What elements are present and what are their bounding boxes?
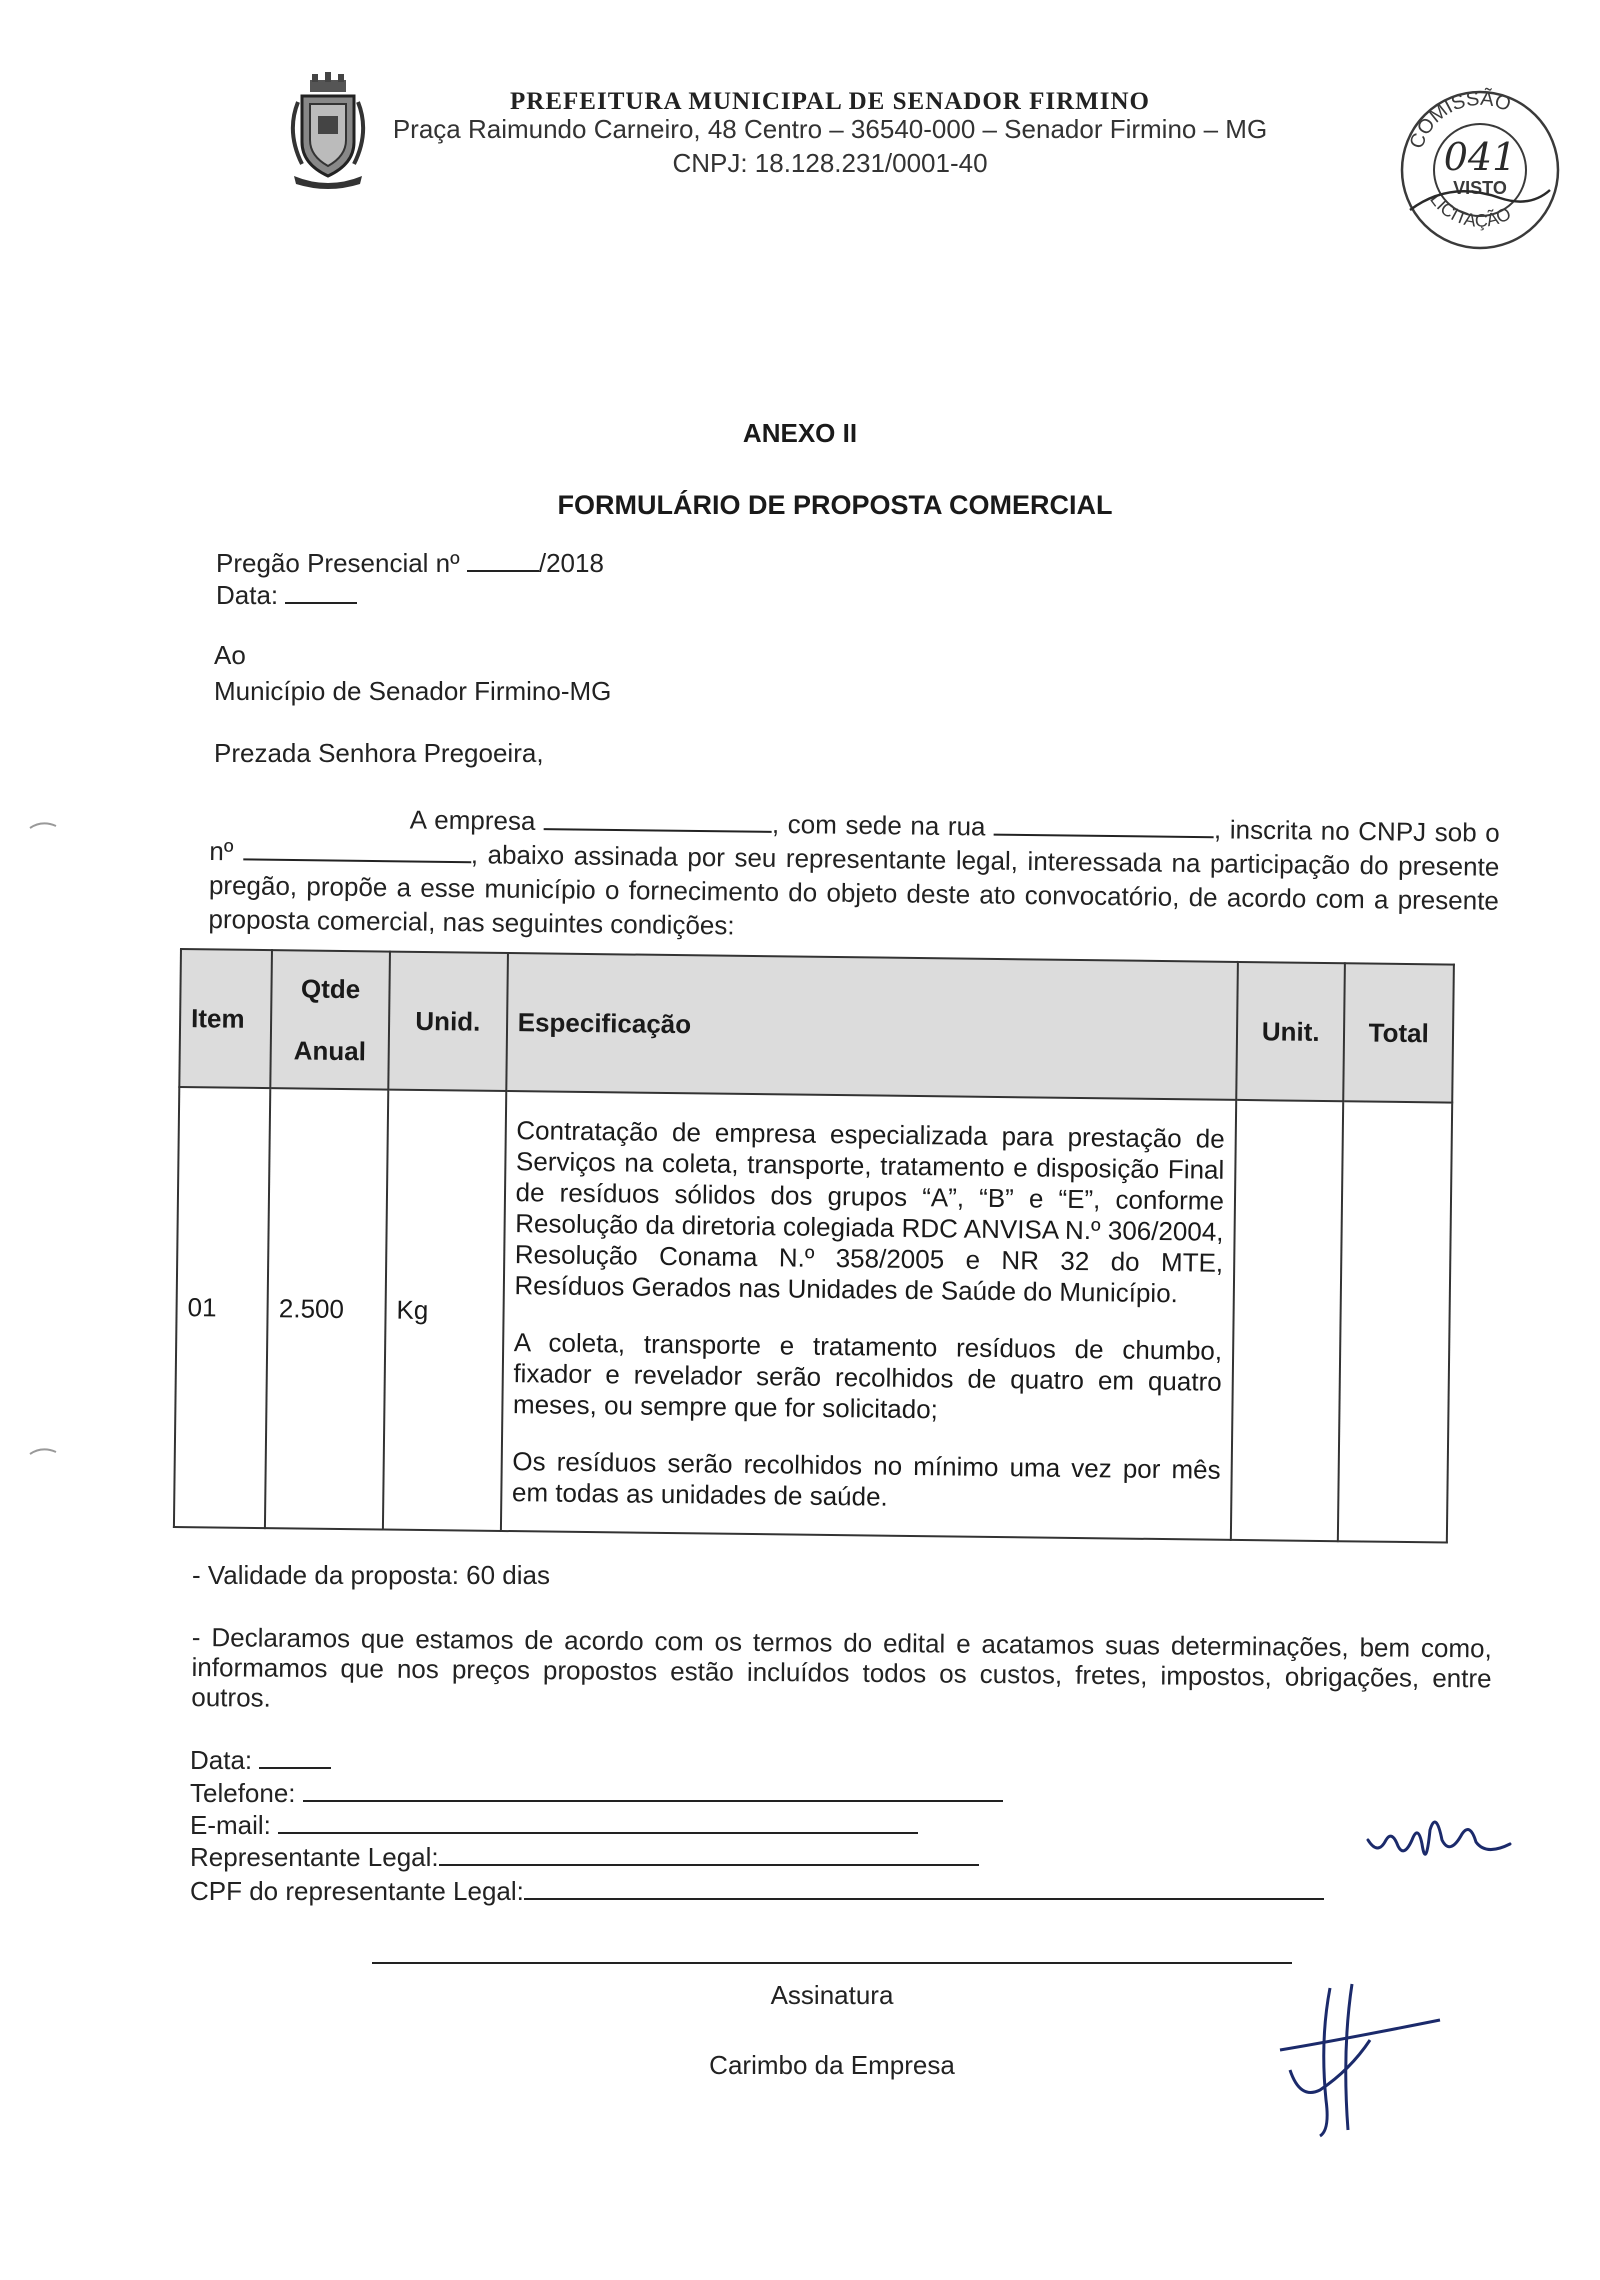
spec-paragraph-2: A coleta, transporte e tratamento resíduos de chumbo, fixador e revelador serão recolhidos de quatro em quatro meses, ou sempre que for solicitado; (512, 1326, 1223, 1424)
field-email-blank[interactable] (278, 1831, 918, 1834)
handwritten-signature-icon (1260, 1980, 1460, 2140)
svg-text:LICITAÇÃO: LICITAÇÃO (1426, 189, 1515, 231)
cell-item: 01 (174, 1087, 271, 1528)
form-title: FORMULÁRIO DE PROPOSTA COMERCIAL (557, 490, 1113, 520)
pregao-line (216, 548, 604, 579)
header-title: PREFEITURA MUNICIPAL DE SENADOR FIRMINO (510, 88, 1150, 115)
intro-part-3: , inscrita no CNPJ sob o nº (209, 814, 1500, 867)
commission-stamp-icon (1390, 70, 1570, 270)
field-cpf (190, 1876, 1324, 1907)
spec-paragraph-1: Contratação de empresa especializada para prestação de Serviços na coleta, transporte, tratamento e disposição Final de resíduos sólidos dos grupos “A”, “B” e “E”, conforme Resolução da diretoria colegiada RDC ANVISA N.º 306/2004, Resolução Conama N.º 358/2005 e NR 32 do MTE, Resíduos Gerados nas Unidades de Saúde do Município. (514, 1114, 1225, 1308)
pregao-year: /2018 (538, 548, 604, 578)
field-date (190, 1745, 331, 1776)
pregao-number-blank[interactable] (467, 569, 539, 572)
col-header-unit-price: Unit. (1236, 962, 1345, 1101)
addressee-line-1: Ao (214, 640, 246, 670)
cell-spec (500, 1091, 1236, 1540)
pregao-date-blank[interactable] (285, 601, 357, 604)
handwritten-rubric-icon (1360, 1800, 1560, 1880)
col-header-item: Item (179, 949, 272, 1088)
field-cpf-label: CPF do representante Legal: (190, 1876, 524, 1906)
field-representative-blank[interactable] (439, 1863, 979, 1866)
intro-paragraph (208, 800, 1500, 952)
svg-text:COMISSÃO: COMISSÃO (1405, 87, 1514, 152)
cell-qty: 2.500 (265, 1088, 388, 1529)
field-date-blank[interactable] (259, 1766, 331, 1769)
svg-text:VISTO: VISTO (1453, 178, 1507, 198)
scan-edge-mark-icon (28, 820, 58, 830)
field-email-label: E-mail: (190, 1810, 271, 1840)
svg-text:041: 041 (1443, 135, 1517, 179)
spec-paragraph-3: Os resíduos serão recolhidos no mínimo uma vez por mês em todas as unidades de saúde. (511, 1445, 1221, 1512)
signature-line[interactable] (372, 1962, 1292, 1964)
pregao-date-label: Data: (216, 580, 279, 610)
col-header-qty-line2: Anual (293, 1035, 367, 1067)
header-cnpj: CNPJ: 18.128.231/0001-40 (672, 148, 988, 178)
intro-part-1: A empresa (409, 804, 536, 836)
table-header-row (179, 949, 1454, 1103)
table-row (174, 1087, 1452, 1543)
field-phone-label: Telefone: (190, 1778, 296, 1808)
header-address: Praça Raimundo Carneiro, 48 Centro – 36540-000 – Senador Firmino – MG (392, 114, 1268, 144)
col-header-total: Total (1344, 963, 1454, 1102)
company-stamp-label: Carimbo da Empresa (709, 2050, 955, 2080)
intro-part-4: , abaixo assinada por seu representante legal, interessada na participação do presente pregão, propõe a esse município o fornecimento do objeto deste ato convocatório, de acordo com a presente proposta comercial, nas seguintes condições: (208, 839, 1500, 941)
proposal-validity: - Validade da proposta: 60 dias (192, 1560, 550, 1590)
street-blank[interactable] (994, 833, 1214, 839)
intro-part-2: , com sede na rua (771, 808, 986, 842)
addressee-line-2: Município de Senador Firmino-MG (214, 676, 612, 706)
field-date-label: Data: (190, 1745, 253, 1775)
cell-total[interactable] (1338, 1101, 1452, 1542)
col-header-unit: Unid. (388, 952, 507, 1091)
signature-label: Assinatura (770, 1980, 894, 2010)
field-phone-blank[interactable] (303, 1799, 1003, 1802)
declaration-paragraph: - Declaramos que estamos de acordo com os termos do edital e acatamos suas determinações, bem como, informamos que nos preços propostos estão incluídos todos os custos, fretes, impostos, obrigações, entre outros. (191, 1622, 1492, 1713)
col-header-qty (271, 950, 390, 1089)
pregao-date-line (216, 580, 357, 611)
cnpj-blank[interactable] (243, 857, 471, 863)
field-phone (190, 1778, 1003, 1809)
annex-title: ANEXO II (742, 418, 858, 448)
col-header-spec: Especificação (506, 953, 1238, 1100)
company-name-blank[interactable] (544, 827, 772, 833)
pregao-prefix: Pregão Presencial nº (216, 548, 460, 578)
cell-unit: Kg (383, 1090, 506, 1531)
field-representative-label: Representante Legal: (190, 1842, 439, 1872)
salutation: Prezada Senhora Pregoeira, (214, 738, 544, 768)
col-header-qty-line1: Qtde (300, 973, 361, 1005)
field-cpf-blank[interactable] (524, 1897, 1324, 1900)
proposal-table (173, 948, 1455, 1544)
field-representative (190, 1842, 979, 1873)
cell-unit-price[interactable] (1231, 1100, 1344, 1541)
scan-edge-mark-icon (28, 1446, 58, 1456)
field-email (190, 1810, 918, 1841)
